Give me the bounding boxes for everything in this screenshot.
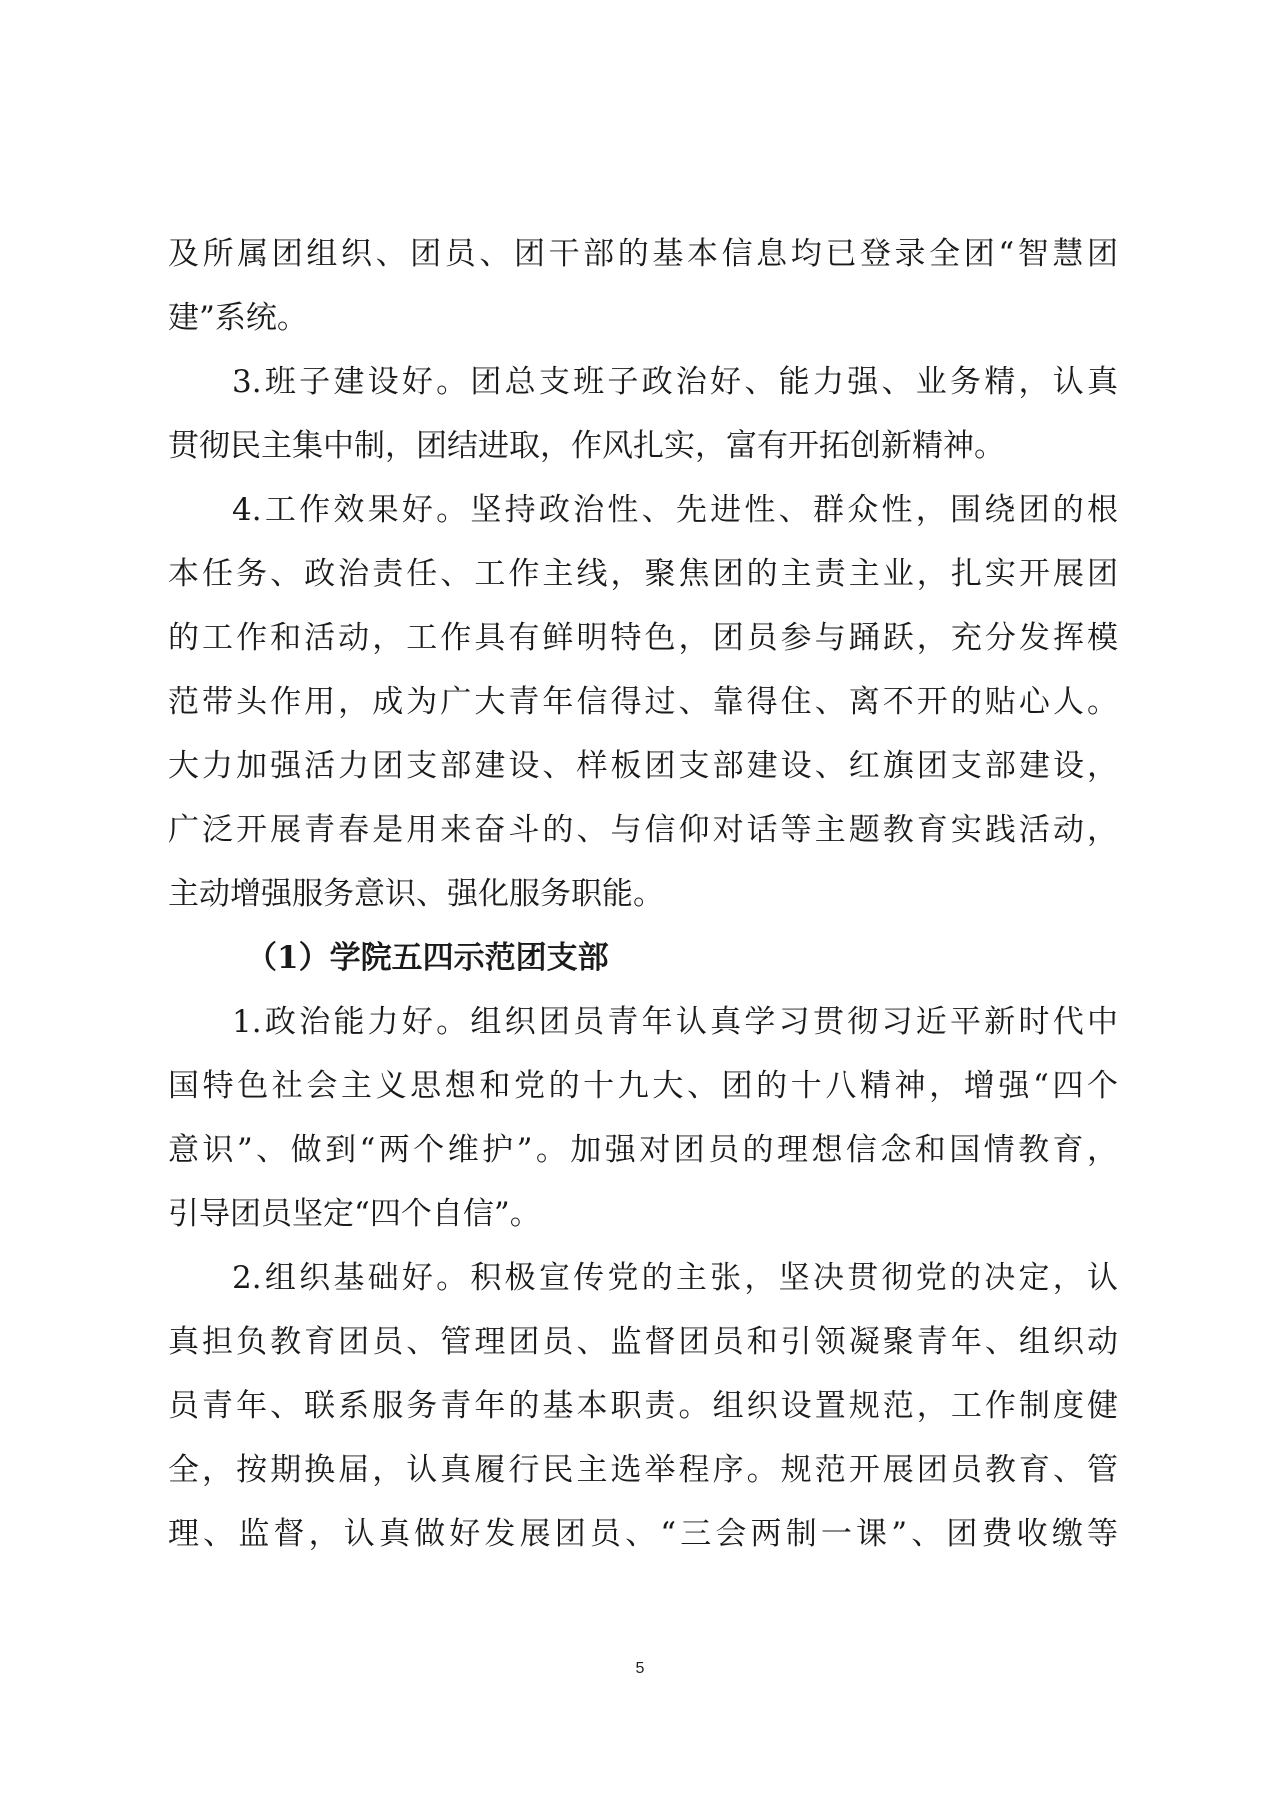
document-body bbox=[168, 222, 1118, 1566]
subsection-heading: （1）学院五四示范团支部 bbox=[246, 940, 609, 976]
section-item-3-line: 3.班子建设好。团总支班子政治好、能力强、业务精，认真 bbox=[232, 364, 1118, 400]
body-line: 主动增强服务意识、强化服务职能。 bbox=[168, 876, 664, 912]
section-item-4-line: 4.工作效果好。坚持政治性、先进性、群众性，围绕团的根 bbox=[232, 492, 1118, 528]
body-line: 引导团员坚定“四个自信”。 bbox=[168, 1196, 541, 1232]
body-line: 本任务、政治责任、工作主线，聚焦团的主责主业，扎实开展团 bbox=[168, 556, 1118, 592]
subsection-item-1-line: 1.政治能力好。组织团员青年认真学习贯彻习近平新时代中 bbox=[232, 1004, 1118, 1040]
body-line: 及所属团组织、团员、团干部的基本信息均已登录全团“智慧团 bbox=[168, 236, 1118, 272]
body-line: 真担负教育团员、管理团员、监督团员和引领凝聚青年、组织动 bbox=[168, 1324, 1118, 1360]
subsection-item-2-line: 2.组织基础好。积极宣传党的主张，坚决贯彻党的决定，认 bbox=[232, 1260, 1118, 1296]
body-line: 建”系统。 bbox=[168, 300, 308, 336]
page-number: 5 bbox=[635, 1660, 645, 1677]
body-line: 广泛开展青春是用来奋斗的、与信仰对话等主题教育实践活动， bbox=[168, 812, 1118, 848]
body-line: 理、监督，认真做好发展团员、“三会两制一课”、团费收缴等 bbox=[168, 1516, 1118, 1552]
body-line: 国特色社会主义思想和党的十九大、团的十八精神，增强“四个 bbox=[168, 1068, 1118, 1104]
body-line: 大力加强活力团支部建设、样板团支部建设、红旗团支部建设， bbox=[168, 748, 1118, 784]
body-line: 范带头作用，成为广大青年信得过、靠得住、离不开的贴心人。 bbox=[168, 684, 1118, 720]
body-line: 意识”、做到“两个维护”。加强对团员的理想信念和国情教育， bbox=[168, 1132, 1118, 1168]
body-line: 全，按期换届，认真履行民主选举程序。规范开展团员教育、管 bbox=[168, 1452, 1118, 1488]
body-line: 的工作和活动，工作具有鲜明特色，团员参与踊跃，充分发挥模 bbox=[168, 620, 1118, 656]
body-line: 员青年、联系服务青年的基本职责。组织设置规范，工作制度健 bbox=[168, 1388, 1118, 1424]
body-line: 贯彻民主集中制，团结进取，作风扎实，富有开拓创新精神。 bbox=[168, 428, 1005, 464]
